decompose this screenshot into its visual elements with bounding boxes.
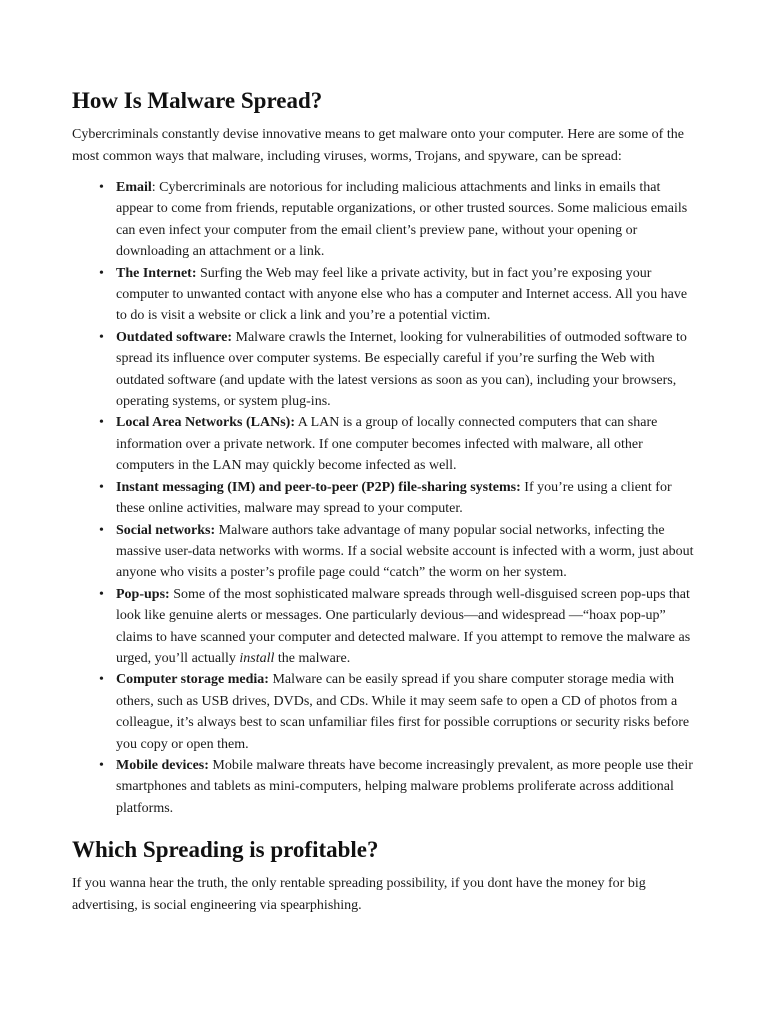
item-text: Some of the most sophisticated malware spreads through well-disguised screen pop-ups that look like genuine alerts or messages. One particularly devious—and widespread —“hoax pop-up” claims to have scanned your computer and detected malware. If you attempt to remove the malware as urged, you’ll actually [116,586,691,666]
list-item-storage-media [99,669,696,755]
item-term: Computer storage media: [116,672,269,688]
item-text: Surfing the Web may feel like a private activity, but in fact you’re exposing your computer to unwanted contact with anyone else who has a computer and Internet access. All you have to do is visit a website or click a link and you’re a potential victim. [116,265,688,324]
profitable-paragraph: If you wanna hear the truth, the only rentable spreading possibility, if you dont have the money for big advertising, is social engineering via spearphishing. [72,876,646,913]
bullet-icon: • [99,415,104,431]
bullet-icon: • [99,757,104,773]
item-text: Mobile malware threats have become increasingly prevalent, as more people use their smartphones and tablets as mini-computers, helping malware problems proliferate across additional platforms. [116,757,693,816]
bullet-icon: • [99,522,104,538]
bullet-icon: • [99,586,104,602]
item-term: Local Area Networks (LANs): [116,415,295,431]
list-item-outdated-software [99,327,696,413]
item-text: If you’re using a client for these online activities, malware may spread to your computer. [116,479,672,517]
item-term: Instant messaging (IM) and peer-to-peer (P2P) file-sharing systems: [116,479,521,495]
list-item-email [99,177,696,263]
item-term: The Internet: [116,265,197,281]
list-item-internet [99,263,696,327]
item-text: Malware crawls the Internet, looking for vulnerabilities of outmoded software to spread its influence over computer systems. Be especially careful if you’re surfing the Web with outdated software (and update with the latest versions as soon as you can), including your browsers, operating systems, or system plug-ins. [116,329,687,410]
item-text: A LAN is a group of locally connected computers that can share information over a private network. If one computer becomes infected with malware, all other computers in the LAN may quickly become infected as well. [116,415,658,474]
section-heading-profitable-spreading: Which Spreading is profitable? [72,837,379,863]
item-term: Outdated software: [116,329,233,345]
list-item-lans [99,412,696,476]
bullet-icon: • [99,180,104,195]
bullet-icon: • [99,672,104,688]
list-item-im-p2p [99,477,696,520]
bullet-icon: • [99,265,104,281]
item-tail: the malware. [274,650,351,666]
item-term: Pop-ups: [116,586,170,602]
intro-paragraph: Cybercriminals constantly devise innovative means to get malware onto your computer. Here are some of the most common ways that malware, including viruses, worms, Trojans, and spyware, can be spread: [72,127,684,164]
bullet-icon: • [99,479,104,495]
item-term: Social networks: [116,522,216,538]
item-text: Malware authors take advantage of many popular social networks, infecting the massive user-data networks with worms. If a social website account is infected with a worm, just about anyone who visits a poster’s profile page could “catch” the worm on her system. [116,522,694,581]
item-emphasis: install [239,650,275,666]
spread-methods-list [72,177,696,819]
list-item-mobile-devices [99,755,696,819]
item-text: Malware can be easily spread if you share computer storage media with others, such as USB drives, DVDs, and CDs. While it may seem safe to open a CD of photos from a colleague, it’s always best to scan unfamiliar files first for possible corruptions or security risks before you copy or open them. [116,672,690,752]
item-term: Email [116,180,152,195]
list-item-pop-ups [99,584,696,670]
section-heading-malware-spread: How Is Malware Spread? [72,88,323,113]
item-term: Mobile devices: [116,757,209,773]
bullet-icon: • [99,329,104,345]
item-text: : Cybercriminals are notorious for including malicious attachments and links in emails that appear to come from friends, reputable organizations, or other trusted sources. Some malicious emails can even infect your computer from the email client’s preview pane, without your opening or downloading an attachment or a link. [116,180,688,260]
list-item-social-networks [99,520,696,584]
